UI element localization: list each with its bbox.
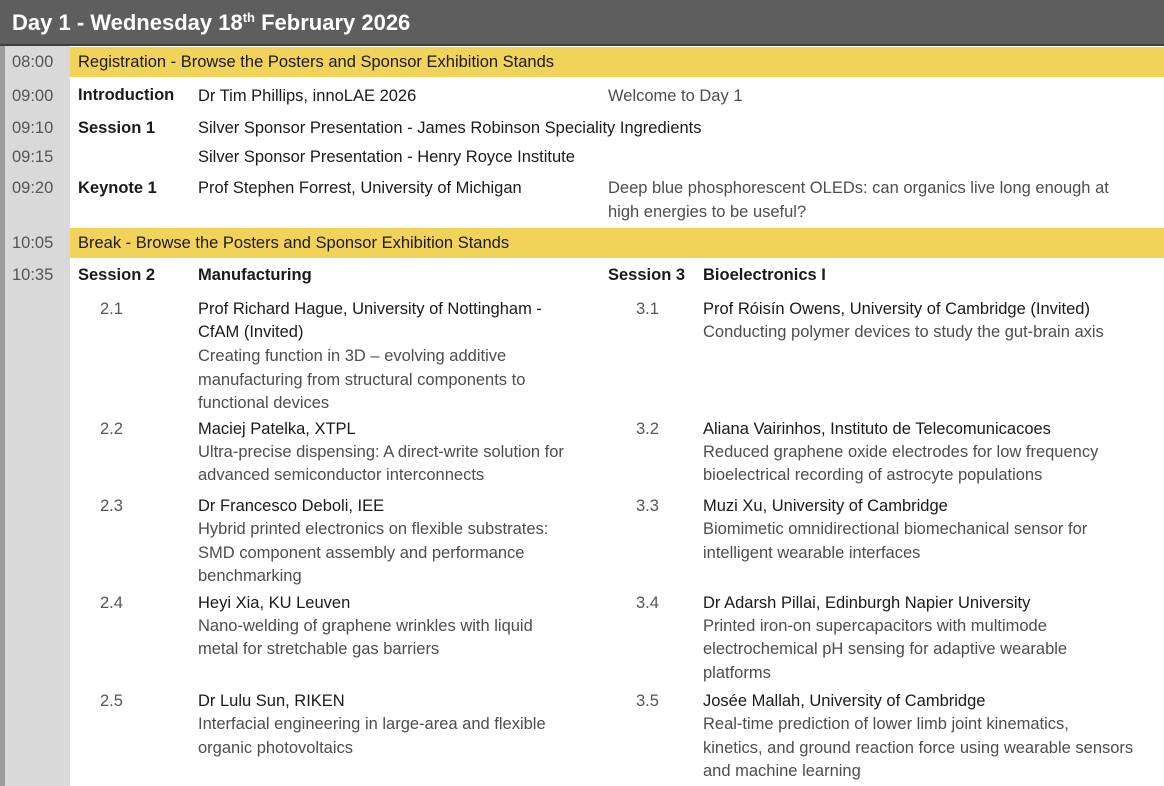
keynote-speaker: Prof Stephen Forrest, University of Michigan bbox=[198, 179, 522, 197]
talk-speaker: Aliana Vairinhos, Instituto de Telecomunicacoes bbox=[703, 420, 1051, 438]
talk-speaker: Muzi Xu, University of Cambridge bbox=[703, 497, 948, 515]
intro-label: Introduction bbox=[78, 86, 175, 104]
day-title-main: Day 1 - Wednesday 18 bbox=[12, 10, 243, 35]
talk-speaker: Prof Richard Hague, University of Nottingham - bbox=[198, 300, 542, 318]
talk-speaker: Maciej Patelka, XTPL bbox=[198, 420, 356, 438]
talk-number: 3.3 bbox=[636, 497, 659, 515]
session2-topic: Manufacturing bbox=[198, 266, 312, 284]
session1-item-2: Silver Sponsor Presentation - Henry Royce Institute bbox=[198, 148, 575, 166]
talk-title: Interfacial engineering in large-area and flexible bbox=[198, 715, 546, 733]
talk-title: and machine learning bbox=[703, 762, 861, 780]
session2-label: Session 2 bbox=[78, 266, 156, 284]
registration-band: Registration - Browse the Posters and Sponsor Exhibition Stands bbox=[70, 47, 1164, 77]
session3-label: Session 3 bbox=[608, 266, 686, 284]
talk-speaker: Dr Francesco Deboli, IEE bbox=[198, 497, 385, 515]
keynote-title-line-2: high energies to be useful? bbox=[608, 203, 807, 221]
session1-label: Session 1 bbox=[78, 119, 156, 137]
intro-title: Welcome to Day 1 bbox=[608, 87, 743, 105]
keynote-label: Keynote 1 bbox=[78, 179, 157, 197]
time-1005: 10:05 bbox=[12, 234, 54, 252]
talk-number: 3.1 bbox=[636, 300, 659, 318]
talk-number: 2.2 bbox=[100, 420, 123, 438]
talk-title: advanced semiconductor interconnects bbox=[198, 466, 485, 484]
talk-title: manufacturing from structural components to bbox=[198, 371, 526, 389]
talk-number: 3.4 bbox=[636, 594, 659, 612]
talk-title: organic photovoltaics bbox=[198, 739, 354, 757]
break-band: Break - Browse the Posters and Sponsor Exhibition Stands bbox=[70, 228, 1164, 258]
talk-title: functional devices bbox=[198, 394, 330, 412]
day-title-ordinal: th bbox=[242, 10, 255, 25]
talk-title: platforms bbox=[703, 664, 771, 682]
talk-title: electrochemical pH sensing for adaptive wearable bbox=[703, 640, 1068, 658]
talk-speaker: Josée Mallah, University of Cambridge bbox=[703, 692, 986, 710]
time-0920: 09:20 bbox=[12, 179, 54, 197]
talk-title: Real-time prediction of lower limb joint kinematics, bbox=[703, 715, 1069, 733]
talk-title: Printed iron-on supercapacitors with multimode bbox=[703, 617, 1047, 635]
time-0800: 08:00 bbox=[12, 53, 54, 71]
talk-number: 3.2 bbox=[636, 420, 659, 438]
talk-title: Reduced graphene oxide electrodes for low frequency bbox=[703, 443, 1099, 461]
time-0915: 09:15 bbox=[12, 148, 54, 166]
talk-title: benchmarking bbox=[198, 567, 302, 585]
time-0900: 09:00 bbox=[12, 87, 54, 105]
talk-speaker: Dr Adarsh Pillai, Edinburgh Napier University bbox=[703, 594, 1031, 612]
talk-number: 2.4 bbox=[100, 594, 123, 612]
talk-title: kinetics, and ground reaction force using wearable sensors bbox=[703, 739, 1134, 757]
talk-title: metal for stretchable gas barriers bbox=[198, 640, 440, 658]
talk-number: 3.5 bbox=[636, 692, 659, 710]
talk-title: intelligent wearable interfaces bbox=[703, 544, 921, 562]
talk-speaker: CfAM (Invited) bbox=[198, 323, 304, 341]
time-1035: 10:35 bbox=[12, 266, 54, 284]
intro-speaker: Dr Tim Phillips, innoLAE 2026 bbox=[198, 87, 417, 105]
session1-item-1: Silver Sponsor Presentation - James Robinson Speciality Ingredients bbox=[198, 119, 702, 137]
talk-title: Biomimetic omnidirectional biomechanical sensor for bbox=[703, 520, 1088, 538]
talk-speaker: Prof Róisín Owens, University of Cambridge (Invited) bbox=[703, 300, 1090, 318]
talk-title: Conducting polymer devices to study the gut-brain axis bbox=[703, 323, 1104, 341]
keynote-title-line-1: Deep blue phosphorescent OLEDs: can organics live long enough at bbox=[608, 179, 1109, 197]
talk-title: Creating function in 3D – evolving additive bbox=[198, 347, 507, 365]
talk-title: Nano-welding of graphene wrinkles with liquid bbox=[198, 617, 533, 635]
talk-title: SMD component assembly and performance bbox=[198, 544, 525, 562]
talk-speaker: Heyi Xia, KU Leuven bbox=[198, 594, 351, 612]
day-title bbox=[0, 0, 1164, 46]
day-title-rest: February 2026 bbox=[254, 10, 411, 35]
talk-speaker: Dr Lulu Sun, RIKEN bbox=[198, 692, 345, 710]
session3-topic: Bioelectronics I bbox=[703, 266, 826, 284]
talk-title: bioelectrical recording of astrocyte populations bbox=[703, 466, 1043, 484]
talk-number: 2.3 bbox=[100, 497, 123, 515]
talk-number: 2.1 bbox=[100, 300, 123, 318]
time-0910: 09:10 bbox=[12, 119, 54, 137]
talk-number: 2.5 bbox=[100, 692, 123, 710]
talk-title: Hybrid printed electronics on flexible substrates: bbox=[198, 520, 549, 538]
talk-title: Ultra-precise dispensing: A direct-write solution for bbox=[198, 443, 564, 461]
